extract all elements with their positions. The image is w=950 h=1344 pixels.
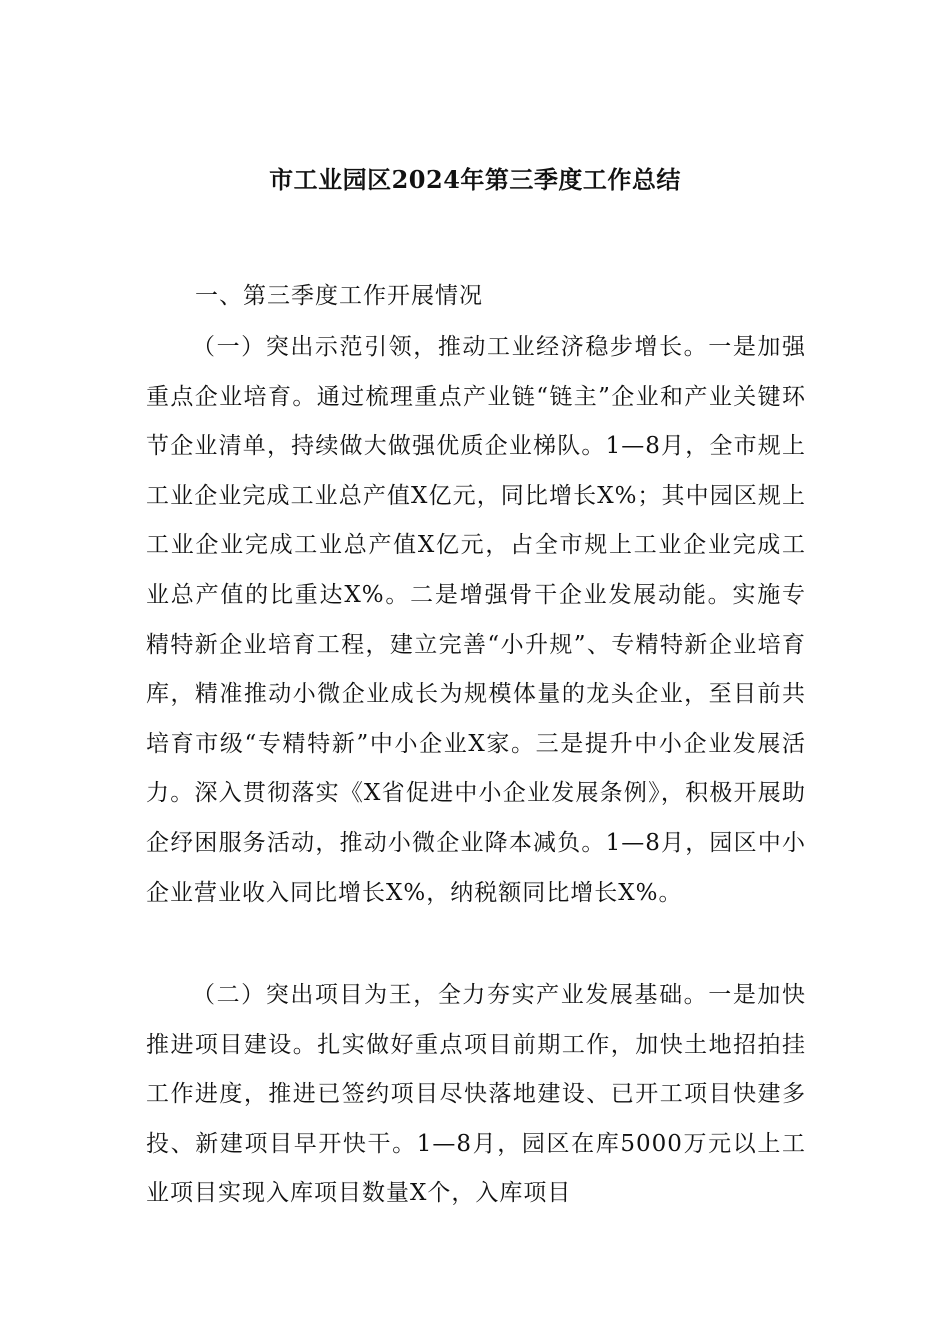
paragraph-2: （二）突出项目为王，全力夯实产业发展基础。一是加快推进项目建设。扎实做好重点项目前期工作，加快土地招拍挂工作进度，推进已签约项目尽快落地建设、已开工项目快建多投、新建项目早开快干。1—8月，园区在库5000万元以上工业项目实现入库项目数量X个，入库项目 xyxy=(146,982,806,1207)
document-title: 市工业园区2024年第三季度工作总结 xyxy=(269,165,681,194)
paragraph-1: （一）突出示范引领，推动工业经济稳步增长。一是加强重点企业培育。通过梳理重点产业链“链主”企业和产业关键环节企业清单，持续做大做强优质企业梯队。1—8月，全市规上工业企业完成工业总产值X亿元，同比增长X%；其中园区规上工业企业完成工业总产值X亿元，占全市规上工业企业完成工业总产值的比重达X%。二是增强骨干企业发展动能。实施专精特新企业培育工程，建立完善“小升规”、专精特新企业培育库，精准推动小微企业成长为规模体量的龙头企业，至目前共培育市级“专精特新”中小企业X家。三是提升中小企业发展活力。深入贯彻落实《X省促进中小企业发展条例》，积极开展助企纾困服务活动，推动小微企业降本减负。1—8月，园区中小企业营业收入同比增长X%，纳税额同比增长X%。 xyxy=(146,334,806,906)
section-heading: 一、第三季度工作开展情况 xyxy=(195,283,483,309)
